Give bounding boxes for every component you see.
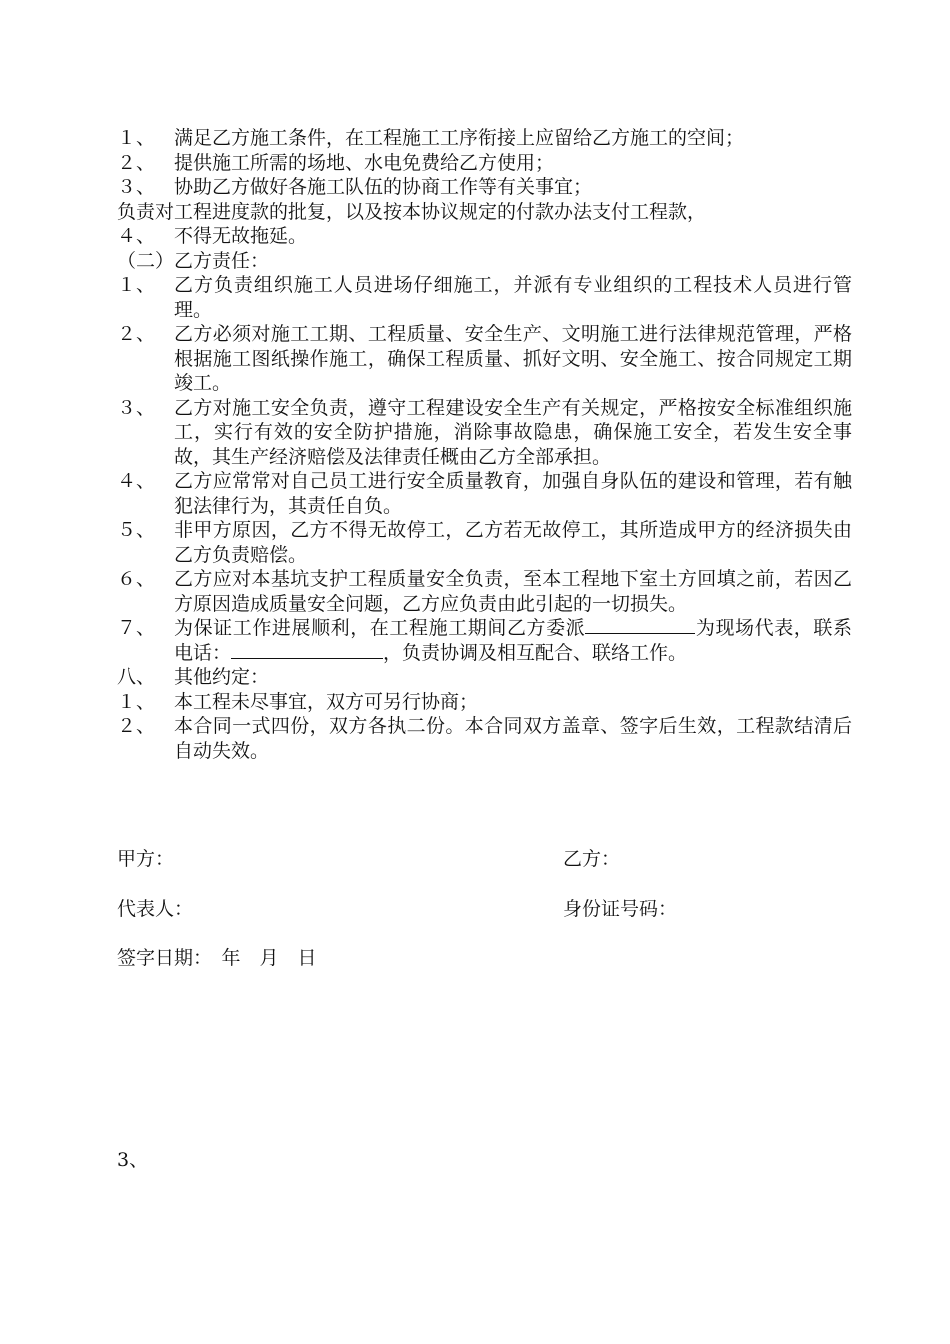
clause-number: ４、 xyxy=(117,470,156,492)
clause-item xyxy=(117,224,852,249)
clause-text: 乙方负责组织施工人员进场仔细施工，并派有专业组织的工程技术人员进行管理。 xyxy=(174,274,852,321)
clause-text-part: 为保证工作进展顺利，在工程施工期间乙方委派 xyxy=(174,617,586,639)
clause-item xyxy=(117,469,852,518)
clause-number: ４、 xyxy=(117,225,156,247)
clause-item xyxy=(117,518,852,567)
clause-number: １、 xyxy=(117,274,156,296)
clause-item xyxy=(117,567,852,616)
clause-text: 协助乙方做好各施工队伍的协商工作等有关事宜； xyxy=(174,176,593,198)
clause-number: １、 xyxy=(117,690,156,713)
clause-item xyxy=(117,690,852,715)
sign-date-label: 签字日期： 年 月 日 xyxy=(117,947,317,969)
clause-number: ２、 xyxy=(117,151,156,174)
clause-number: ５、 xyxy=(117,519,156,541)
clause-number: ２、 xyxy=(117,715,156,737)
clause-text-part: ，负责协调及相互配合、联络工作。 xyxy=(383,641,688,664)
representative-label: 代表人： xyxy=(117,898,194,920)
clause-text: 乙方应对本基坑支护工程质量安全负责，至本工程地下室土方回填之前，若因乙方原因造成质量安全问题，乙方应负责由此引起的一切损失。 xyxy=(174,568,852,615)
clause-item xyxy=(117,273,852,322)
contract-clauses xyxy=(117,126,852,763)
clause-item xyxy=(117,396,852,470)
clause-number: ７、 xyxy=(117,617,156,639)
clause-item xyxy=(117,714,852,763)
clause-text: 乙方应常常对自己员工进行安全质量教育，加强自身队伍的建设和管理，若有触犯法律行为，其责任自负。 xyxy=(174,470,852,517)
party-b-label: 乙方： xyxy=(563,848,621,870)
clause-text-part: 为现场代表，联系电话： xyxy=(174,617,852,664)
clause-item xyxy=(117,175,852,200)
clause-plain-line: 负责对工程进度款的批复，以及按本协议规定的付款办法支付工程款， xyxy=(117,200,707,223)
clause-item xyxy=(117,151,852,176)
clause-text: 乙方对施工安全负责，遵守工程建设安全生产有关规定，严格按安全标准组织施工，实行有效的安全防护措施，消除事故隐患，确保施工安全，若发生安全事故，其生产经济赔偿及法律责任概由乙方全部承担。 xyxy=(174,396,852,468)
section-heading-party-b: （二）乙方责任： xyxy=(117,249,270,272)
clause-item xyxy=(117,322,852,396)
clause-number: １、 xyxy=(117,127,156,149)
clause-number: ３、 xyxy=(117,176,156,198)
clause-text: 乙方必须对施工工期、工程质量、安全生产、文明施工进行法律规范管理，严格根据施工图纸操作施工，确保工程质量、抓好文明、安全施工、按合同规定工期竣工。 xyxy=(174,323,852,394)
clause-text: 满足乙方施工条件，在工程施工工序衔接上应留给乙方施工的空间； xyxy=(174,127,745,149)
section-heading-other xyxy=(117,665,852,690)
clause-text: 不得无故拖延。 xyxy=(174,225,308,247)
section-number: 八、 xyxy=(117,666,156,688)
clause-text: 提供施工所需的场地、水电免费给乙方使用； xyxy=(174,151,555,174)
clause-item xyxy=(117,126,852,151)
clause-number: ２、 xyxy=(117,323,156,345)
party-a-label: 甲方： xyxy=(117,848,175,870)
clause-text xyxy=(174,616,852,665)
clause-item-representative xyxy=(117,616,852,665)
section-title: 其他约定： xyxy=(174,666,270,688)
page-footer-number: 3、 xyxy=(117,1149,149,1171)
phone-blank-line xyxy=(231,641,383,659)
clause-number: ６、 xyxy=(117,568,156,590)
clause-text: 本合同一式四份，双方各执二份。本合同双方盖章、签字后生效，工程款结清后自动失效。 xyxy=(174,715,852,762)
representative-blank-line xyxy=(585,616,695,634)
clause-number: ３、 xyxy=(117,396,156,419)
clause-text: 非甲方原因，乙方不得无故停工，乙方若无故停工，其所造成甲方的经济损失由乙方负责赔偿。 xyxy=(174,519,852,566)
clause-text: 本工程未尽事宜，双方可另行协商； xyxy=(174,690,479,713)
id-number-label: 身份证号码： xyxy=(563,898,678,920)
